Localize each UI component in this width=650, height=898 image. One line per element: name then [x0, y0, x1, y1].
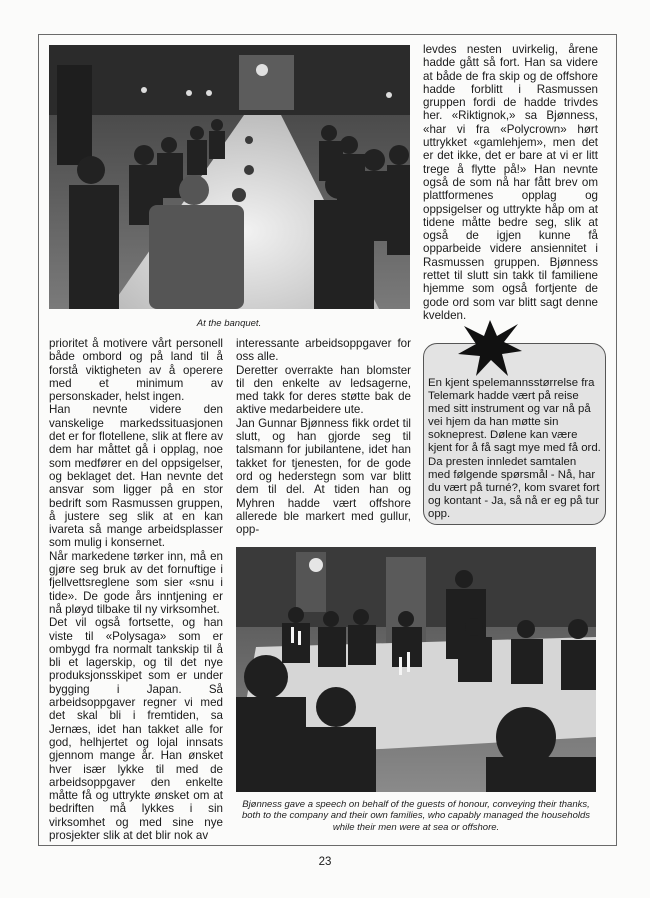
- anecdote-text: En kjent spelemannsstørrelse fra Telemark hadde vært på reise med sitt instrument og var nå på vei hjem da han møtte sin sokneprest. Dølene kan være kjent for å få sagt mye med få ord. Da presten innledet samtalen med følgende spørsmål - Nå, har du vært på turné?, kom svaret fort og kontant - Ja, så nå er eg på tur opp.: [428, 377, 601, 520]
- article-column-right-top: [423, 43, 598, 322]
- page-number: 23: [318, 856, 332, 868]
- article-column-middle: [236, 337, 411, 536]
- article-column-left: [49, 337, 223, 842]
- paragraph: Han nevnte videre den vanskelige markedssituasjonen det er for flotellene, slik at flere av dem har måttet gå i opplag, noe som medfører en del oppsigelser, og beklaget det. Han nevnte det ansvar som ligger på en stor bedrift som Rasmussen gruppen, å justere seg slik at en kan ivareta så mange arbeidsplasser som mulig i konsernet.: [49, 403, 223, 550]
- paragraph: levdes nesten uvirkelig, årene hadde gått så fort. Han sa videre at både de fra skip og de offshore hadde forblitt i Rasmussen gruppen fordi de hadde trivdes her. «Riktignok,» sa Bjønness, «har vi fra «Polycrown» hørt uttrykket «gamlehjem», men det er det ikke, det er bare at vi er litt trege å flytte på!» Han nevnte også de som nå har fått brev om plattformenes opplag og oppsigelser og uttrykte håp om at tidene måtte bedre seg, slik at også de igjen kunne få opparbeide videre ansiennitet i Rasmussen gruppen. Bjønness rettet til slutt sin takk til familiene hjemme som også fortjente de gode ord som var blitt sagt denne kvelden.: [423, 43, 598, 322]
- top-photo-caption: At the banquet.: [196, 318, 262, 329]
- banquet-photo: [49, 45, 410, 309]
- paragraph: Deretter overrakte han blomster til den enkelte av ledsagerne, med takk for deres støtte bak de aktive medarbeidere ute.: [236, 363, 411, 417]
- paragraph: Det vil også fortsette, og han viste til «Polysaga» som er ombygd fra normalt tankskip til å bli et lagerskip, og til det nye produksjonsskipet som er under bygging i Japan. Så arbeidsoppgaver regner vi med det skal bli i fremtiden, sa Jernæs, idet han takket alle for god, helhjertet og lojal innsats gjennom mange år. Han ønsket hver især lykke til med de arbeidsoppgaver den enkelte måtte få og uttrykte ønsket om at bedriften må lykkes i sin virksomhet og med sine nye prosjekter slik at det blir nok av: [49, 616, 223, 842]
- paragraph: Jan Gunnar Bjønness fikk ordet til slutt, og han gjorde seg til talsmann for jubilantene, idet han takket for tjenesten, for de gode ord og hederstegn som var blitt dem til del. At tiden han og Myhren hadde vært offshore allerede ble markert med gullur, opp-: [236, 416, 411, 537]
- paragraph: prioritet å motivere vårt personell både ombord og på land til å forstå viktigheten av å operere med et minimum av personskader, helst ingen.: [49, 337, 223, 404]
- paragraph: Når markedene tørker inn, må en gjøre seg bruk av det fornuftige i fjellvettsreglene som sier «snu i tide». De gode års inntjening er nå pløyd tilbake til ny virksomhet.: [49, 549, 223, 616]
- bottom-photo-caption: Bjønness gave a speech on behalf of the guests of honour, conveying their thanks, both to the company and their own families, who capably managed the households while their men were at sea or offshore.: [241, 799, 591, 833]
- star-icon: [458, 318, 522, 383]
- paragraph: interessante arbeidsoppgaver for oss alle.: [236, 337, 411, 364]
- speech-photo: [236, 547, 596, 792]
